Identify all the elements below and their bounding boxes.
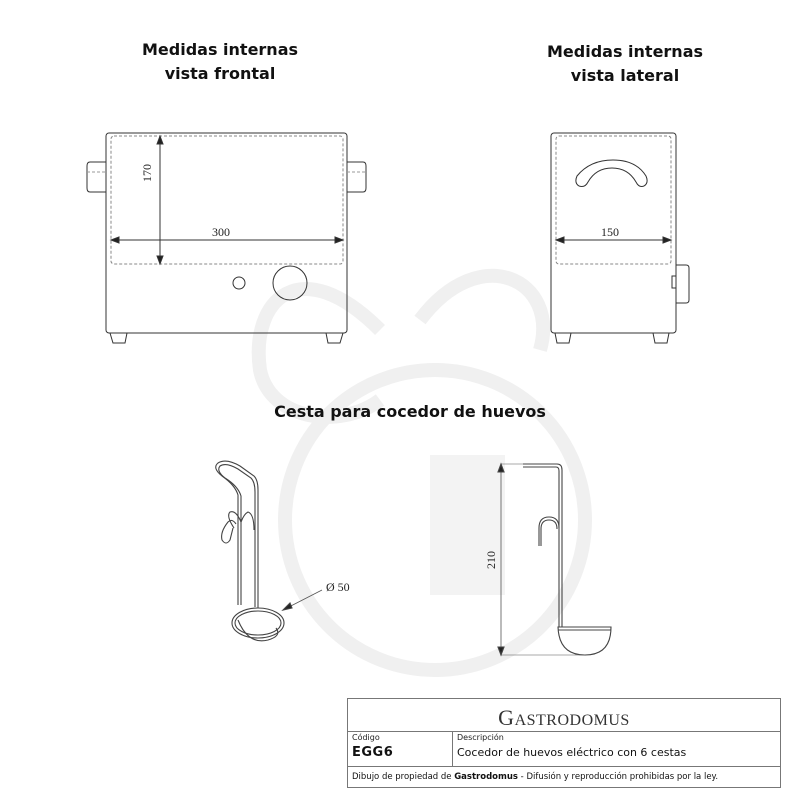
side-heading-line1: Medidas internas: [546, 42, 704, 61]
dim-front-width: 300: [212, 225, 230, 239]
side-view-heading: [525, 40, 725, 88]
description-cell: [453, 732, 780, 766]
side-view: [551, 133, 689, 343]
code-value: EGG6: [352, 745, 394, 760]
title-block-logo-row: [348, 699, 780, 732]
code-label: Código: [352, 733, 380, 742]
dim-basket-diameter: Ø 50: [326, 580, 350, 594]
front-view-heading: [120, 38, 320, 86]
copyright-footer: Dibujo de propiedad de Gastrodomus - Difusión y reproducción prohibidas por la ley.: [348, 766, 780, 787]
watermark-logo: [259, 276, 585, 670]
front-heading-line2: vista frontal: [164, 64, 276, 83]
gastrodomus-logo: GASTRODOMUS: [498, 705, 630, 730]
front-heading-line1: Medidas internas: [141, 40, 299, 59]
dim-side-width: 150: [601, 225, 619, 239]
code-cell: [348, 732, 453, 766]
basket-side: [498, 464, 611, 655]
basket-perspective: [216, 461, 322, 641]
description-value: Cocedor de huevos eléctrico con 6 cestas: [457, 746, 687, 759]
side-heading-line2: vista lateral: [570, 66, 680, 85]
dim-front-height: 170: [140, 164, 154, 182]
description-label: Descripción: [457, 733, 504, 742]
dim-basket-height: 210: [484, 551, 498, 569]
basket-heading: Cesta para cocedor de huevos: [274, 402, 546, 421]
title-block: [347, 698, 781, 788]
